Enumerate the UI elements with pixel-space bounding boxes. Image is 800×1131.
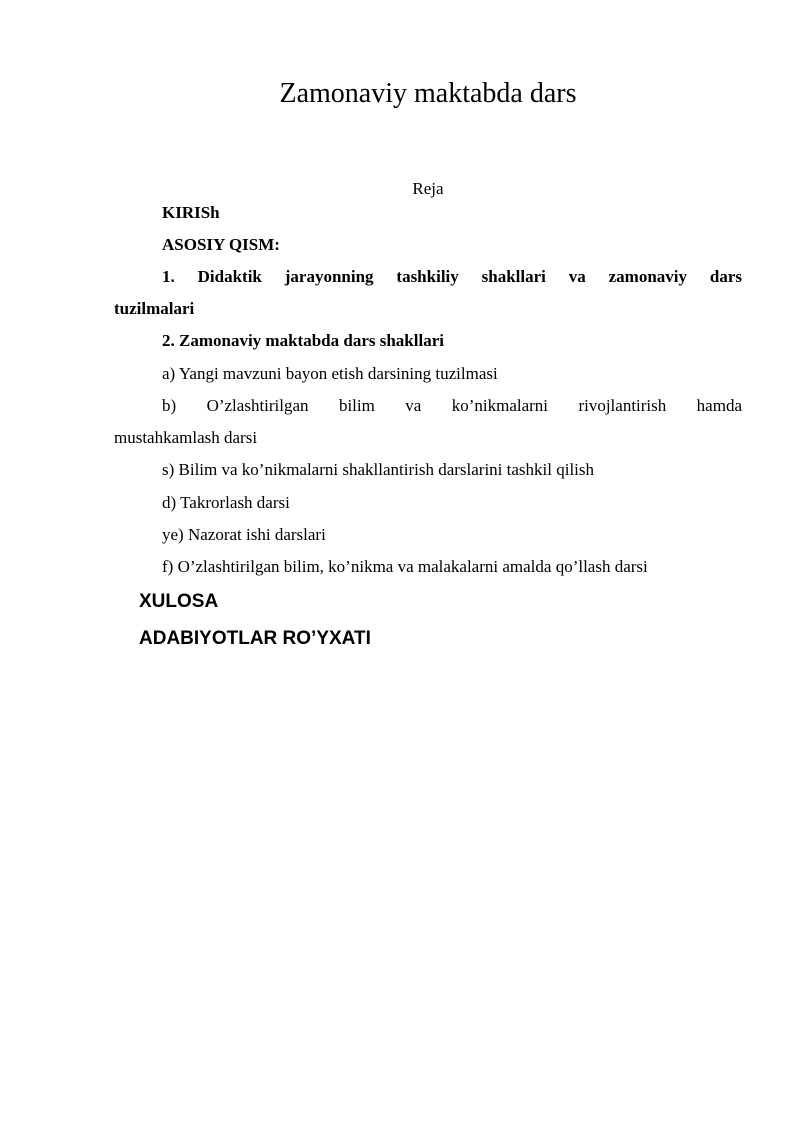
- item-sub-s: s) Bilim va ko’nikmalarni shakllantirish darslarini tashkil qilish: [162, 460, 595, 479]
- item-sub-b-line1: b) O’zlashtirilgan bilim va ko’nikmalarni rivojlantirish hamda: [162, 396, 742, 415]
- item-references: ADABIYOTLAR RO’YXATI: [139, 628, 371, 649]
- item-sub-a: a) Yangi mavzuni bayon etish darsining tuzilmasi: [162, 364, 498, 383]
- item-intro: KIRISh: [162, 203, 220, 222]
- item-main-part: ASOSIY QISM:: [162, 235, 280, 254]
- item-section1-line2: tuzilmalari: [114, 299, 195, 318]
- item-sub-d: d) Takrorlash darsi: [162, 493, 290, 512]
- item-sub-b-line2: mustahkamlash darsi: [114, 428, 258, 447]
- plan-heading: Reja: [412, 179, 444, 198]
- item-conclusion: XULOSA: [139, 591, 219, 612]
- document-title: Zamonaviy maktabda dars: [279, 78, 577, 109]
- item-section2: 2. Zamonaviy maktabda dars shakllari: [162, 331, 444, 350]
- item-sub-ye: ye) Nazorat ishi darslari: [162, 525, 326, 544]
- item-sub-f: f) O’zlashtirilgan bilim, ko’nikma va malakalarni amalda qo’llash darsi: [162, 557, 648, 576]
- item-section1-line1: 1. Didaktik jarayonning tashkiliy shakllari va zamonaviy dars: [162, 267, 742, 286]
